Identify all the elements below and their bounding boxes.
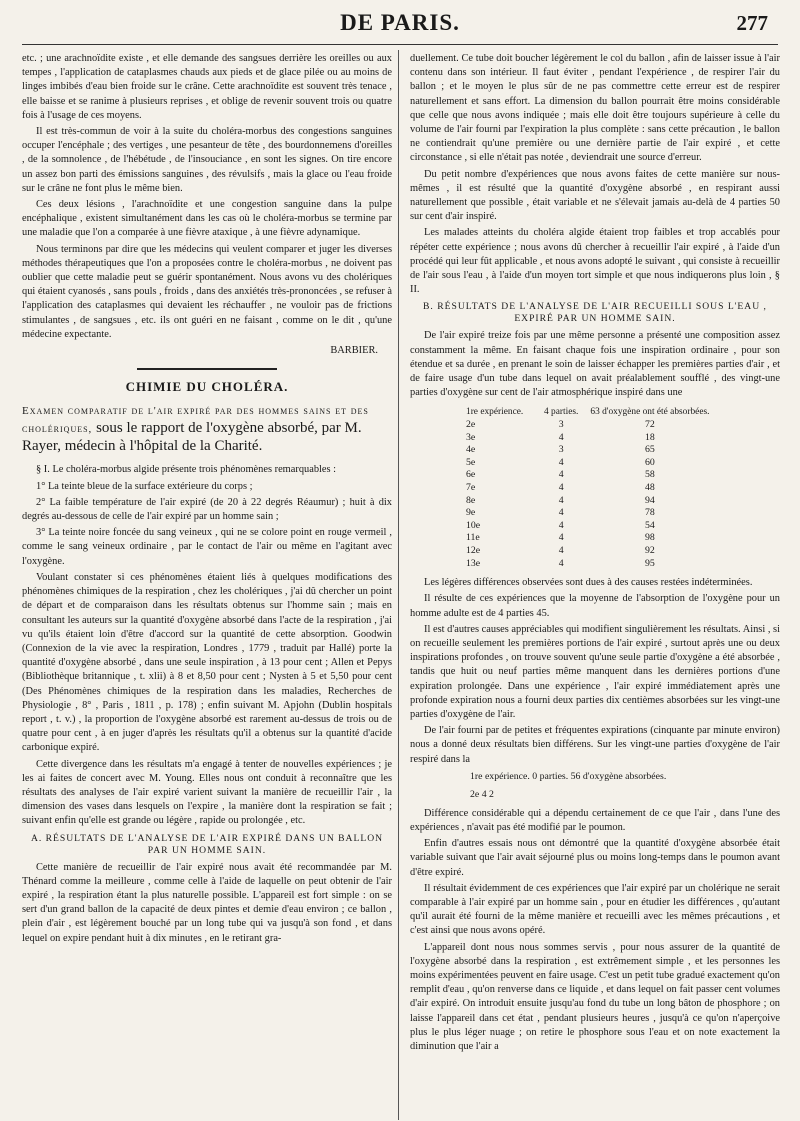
paragraph: etc. ; une arachnoïdite existe , et elle demande des sangsues derrière les oreilles ou aux tempes , l'application de cataplasmes chauds aux pieds et de glace pilée ou au moins de linges imbibés d'eau bien froide sur le crâne. Cette arachnoïdite est souvent très tenace , elle baisse et se ranime à plusieurs reprises , et oblige de revenir souvent trois ou quatre fois à l'usage de ces moyens. bbox=[22, 53, 392, 121]
paragraph: Voulant constater si ces phénomènes étaient liés à quelques modifications des phénomènes chimiques de la respiration , chez les cholériques , j'ai dû chercher un point de départ et de comparaison dans les résultats obtenus sur l'homme sain ; mais en consultant les auteurs sur la quantité d'oxygène absorbé dans l'acte de la respiration , j'ai vu qu'ils étaient loin d'être d'accord sur la quantité de cette absorption. Goodwin (Connexion de la vie avec la respiration, Londres , 1779 , traduit par Hallé) porte la quantité d'oxygène absorbé , dans une seule inspiration , à 13 pour cent ; Allen et Pepys (Bibliothèque britannique , t. xlii) à 8 et 8,50 pour cent ; Nysten à 5 et 5,50 pour cent (Des Phénomènes chimiques de la respiration dans les maladies, Recherches de Physiologie , 8° , Paris , 1811 , p. 178) ; enfin suivant M. Apjohn (Dublin hospitals report , t. v.) , la proportion de l'oxygène absorbé est rarement au-dessus de trois ou de quatre pour cent , à en juger d'après les résultats qu'il a obtenus sur la quantité d'acide carbonique expiré. bbox=[22, 571, 392, 754]
table-cell: 4 bbox=[558, 545, 564, 556]
table-cell: 98 bbox=[645, 532, 655, 544]
result-line: 1re expérience. 0 parties. 56 d'oxygène absorbées. bbox=[470, 770, 667, 782]
paragraph: Les malades atteints du choléra algide étaient trop faibles et trop accablés pour répéter cette expérience ; nous avons dû chercher à recueillir l'air expiré , à l'aide d'un procédé qui leur fût applicable , et nous avons adopté le suivant , qui consiste à recueillir de l'air sous l'eau , à l'aide d'un moyen tort simple et que nous indiquerons plus loin , § II. bbox=[410, 227, 780, 296]
table-cell: 8e bbox=[466, 494, 476, 506]
paragraph: § I. Le choléra-morbus algide présente trois phénomènes remarquables : bbox=[36, 464, 337, 476]
table-cell: 4 bbox=[558, 482, 564, 494]
list-item: 3° La teinte noire foncée du sang veineux , qui ne se colore point en rouge vermeil , comme le sang veineux ordinaire , par le contact de l'air ou même en l'agitant avec l'oxygène. bbox=[22, 527, 392, 567]
running-title: DE PARIS. bbox=[340, 10, 460, 35]
table-cell: 4 bbox=[558, 469, 564, 481]
paragraph: Nous terminons par dire que les médecins qui veulent comparer et juger les diverses méthodes thérapeutiques que l'on a proposées contre le choléra-morbus , ne doivent pas oublier que cette maladie peut se guérir spontanément. Nous avons vu des cholériques qui étaient cyanosés , sans pouls , froids , dans des anxiétés très-prononcées , se refuser à l'application des cataplasmes qui devaient les réchauffer , ne vouloir pas de frictions stimulantes , de sangsues , etc. ils ont guéri en ne faisant , comme on le dit , qu'une médecine expectante. bbox=[22, 243, 392, 340]
subheading-b: B. RÉSULTATS DE L'ANALYSE DE L'AIR RECUEILLI SOUS L'EAU , EXPIRÉ PAR UN HOMME SAIN. bbox=[423, 301, 767, 325]
table-row bbox=[460, 495, 715, 508]
paragraph: Enfin d'autres essais nous ont démontré que la quantité d'oxygène absorbée était variable suivant que l'air avait séjourné plus ou moins long-temps dans le poumon avant d'être expiré. bbox=[410, 838, 780, 878]
table-cell: 4 bbox=[558, 431, 564, 443]
subheading-a: A. RÉSULTATS DE L'ANALYSE DE L'AIR EXPIRÉ DANS UN BALLON PAR UN HOMME SAIN. bbox=[30, 832, 384, 856]
paragraph: Du petit nombre d'expériences que nous avons faites de cette manière sur nous-mêmes , il est résulté que la quantité d'oxygène absorbé , en respirant aussi naturellement que possible , était variable et ne s'élevait jamais au-delà de 4 parties 50 sur cent d'air inspiré. bbox=[410, 168, 780, 223]
table-cell: 1re expérience. bbox=[466, 407, 524, 418]
paragraph: Il résultait évidemment de ces expériences que l'air expiré par un cholérique ne serait comparable à l'air expiré par un homme sain , pour en étudier les différences , qu'autant qu'il aurait été fourni de la même manière et recueilli avec les mêmes précautions , et c'est ainsi que nous avons opéré. bbox=[410, 882, 780, 937]
table-cell: 63 d'oxygène ont été absorbées. bbox=[590, 407, 710, 418]
column-divider bbox=[398, 50, 399, 1120]
paragraph: Il résulte de ces expériences que la moyenne de l'absorption de l'oxygène pour un homme adulte est de 4 parties 45. bbox=[410, 593, 780, 619]
table-row bbox=[460, 558, 715, 571]
table-row bbox=[460, 419, 715, 432]
section-rule bbox=[137, 368, 277, 370]
table-cell: 7e bbox=[466, 482, 476, 494]
list-item: 1° La teinte bleue de la surface extérieure du corps ; bbox=[36, 480, 253, 492]
table-cell: 4 bbox=[558, 456, 564, 468]
table-row bbox=[460, 469, 715, 482]
table-cell: 4e bbox=[466, 444, 476, 456]
list-item: 2° La faible température de l'air expiré (de 20 à 22 degrés Réaumur) ; huit à dix degrés au-dessous de celle de l'air expiré par un homme sain ; bbox=[22, 496, 392, 523]
table-cell: 92 bbox=[645, 545, 655, 556]
paragraph: Cette manière de recueillir de l'air expiré nous avait été recommandée par M. Thénard comme la meilleure , comme celle à l'aide de laquelle on peut obtenir de l'air expiré , la respiration étant la plus naturelle possible. L'appareil est fort simple : on se sert d'un grand ballon de la capacité de deux pintes et demie d'eau environ ; ce ballon , plein d'air , est légèrement bouché par un long tube qui va jusqu'à son fond , et dans lequel on expire pendant huit à dix minutes , en le retirant gra- bbox=[22, 861, 392, 944]
result-line: 2e 4 2 bbox=[470, 788, 494, 800]
table-cell: 3 bbox=[558, 419, 564, 431]
paragraph: L'appareil dont nous nous sommes servis , pour nous assurer de la quantité de l'oxygène absorbé dans la respiration , est extrêmement simple , et les personnes les moins expérimentées peuvent en faire usage. C'est un petit tube gradué exactement qu'on remplit d'eau , qu'on renverse dans ce liquide , et dans lequel on fait passer cent volumes d'air expiré. On introduit ensuite jusqu'au fond du tube un long bâton de phosphore ; on laisse l'appareil dans cet état , pendant plusieurs heures , jusqu'à ce qu'on n'aperçoive plus le plus léger nuage ; on retire le phosphore sous l'eau et on note exactement la diminution que l'air a bbox=[410, 941, 780, 1053]
header-rule bbox=[22, 44, 778, 45]
table-cell: 48 bbox=[645, 482, 655, 494]
article-heading-smallcaps: Examen comparatif de l'air expiré par des hommes sains et des cholériques, bbox=[22, 405, 369, 436]
table-cell: 10e bbox=[466, 519, 481, 531]
paragraph: De l'air fourni par de petites et fréquentes expirations (cinquante par minute environ) nous a donné deux résultats bien différens. Sur les vingt-une parties d'oxygène de l'air respiré dans la bbox=[410, 725, 780, 765]
paragraph: Différence considérable qui a dépendu certainement de ce que l'air , dans l'une des expériences , n'avait pas été modifié par le poumon. bbox=[410, 807, 780, 834]
paragraph: Ces deux lésions , l'arachnoïdite et une congestion sanguine dans la pulpe encéphalique , existent simultanément dans les cas où le choléra-morbus se termine par une maladie que l'on a comparée à une fièvre ataxique , à une fièvre adynamique. bbox=[22, 199, 392, 239]
table-cell: 3e bbox=[466, 431, 476, 443]
table-row bbox=[460, 444, 715, 457]
table-row bbox=[460, 482, 715, 495]
table-cell: 95 bbox=[645, 557, 655, 569]
page-number: 277 bbox=[736, 11, 768, 35]
paragraph: Il est très-commun de voir à la suite du choléra-morbus des congestions sanguines occuper l'encéphale ; des vertiges , une pesanteur de tête , des bourdonnemens d'oreilles , de la somnolence , de l'hébétude , de l'insouciance , en sont les signes. On tire encore un assez bon parti des émissions sanguines , des révulsifs , mais la glace ou l'eau froide sur le crâne ne font plus le même bien. bbox=[22, 126, 392, 194]
table-cell: 3 bbox=[558, 444, 564, 456]
table-cell: 12e bbox=[466, 545, 481, 556]
section-title: CHIMIE DU CHOLÉRA. bbox=[125, 379, 289, 395]
table-cell: 4 bbox=[558, 519, 564, 531]
paragraph: De l'air expiré treize fois par une même personne a présenté une composition assez constamment la même. En faisant chaque fois une inspiration ordinaire , pour son étendue et sa durée , en prenant le soin de laisser échapper les premières parties d'air , et de faire usage d'un tube dans lequel on avait préalablement soufflé , des vingt-une parties d'oxygène sur cent de l'air atmosphérique inspiré dans une bbox=[410, 330, 780, 399]
table-cell: 4 bbox=[558, 557, 564, 569]
table-row bbox=[460, 520, 715, 533]
table-cell: 54 bbox=[645, 519, 655, 531]
table-row bbox=[460, 532, 715, 545]
author-signature: BARBIER. bbox=[330, 345, 378, 357]
table-cell: 11e bbox=[466, 532, 480, 544]
table-cell: 78 bbox=[645, 507, 655, 519]
table-cell: 4 bbox=[558, 494, 564, 506]
table-cell: 60 bbox=[645, 456, 655, 468]
table-row bbox=[460, 457, 715, 470]
left-column bbox=[22, 52, 392, 948]
page-header bbox=[0, 0, 800, 40]
article-heading bbox=[22, 402, 392, 455]
paragraph: duellement. Ce tube doit boucher légèrement le col du ballon , afin de laisser issue à l'air contenu dans son intérieur. Il faut éviter , pendant l'expérience , de respirer l'air du ballon ; et le moyen le plus sûr de ne pas commettre cette erreur est de respirer naturellement et sans effort. La dimension du ballon pourrait être moins considérable que celle que nous avons indiquée ; mais elle doit être toujours supérieure à celle du volume de l'air fourni par l'expiration la plus complète : sans cette précaution , le ballon ne contiendrait qu'une première ou une dernière partie de l'air expiré , et cette circonstance , si elle n'était pas notée , deviendrait une source d'erreur. bbox=[410, 53, 780, 164]
table-cell: 13e bbox=[466, 557, 481, 569]
table-cell: 2e bbox=[466, 419, 476, 431]
table-cell: 4 bbox=[558, 507, 564, 519]
article-heading-rest: sous le rapport de l'oxygène absorbé, par M. Rayer, médecin à l'hôpital de la Charité. bbox=[22, 420, 362, 455]
paragraph: Les légères différences observées sont dues à des causes restées indéterminées. bbox=[424, 577, 753, 589]
table-row bbox=[460, 406, 715, 419]
table-row bbox=[460, 507, 715, 520]
table-cell: 65 bbox=[645, 444, 655, 456]
table-cell: 72 bbox=[645, 419, 655, 431]
experiment-table bbox=[460, 406, 715, 570]
table-cell: 18 bbox=[645, 431, 655, 443]
table-cell: 94 bbox=[645, 494, 655, 506]
table-cell: 4 bbox=[558, 532, 564, 544]
paragraph: Cette divergence dans les résultats m'a engagé à tenter de nouvelles expériences ; je les ai faites de concert avec M. Young. Elles nous ont conduit à reconnaître que les résultats des analyses de l'air expiré varient suivant la manière de recueillir l'air , la dimension des vases dans lesquels on l'expire , la manière dont la respiration se fait ; suivant enfin qu'elle est grande ou légère , rapide ou prolongée , etc. bbox=[22, 758, 392, 827]
paragraph: Il est d'autres causes appréciables qui modifient singulièrement les résultats. Ainsi , si on recueille seulement les premières portions de l'air expiré , surtout après une ou deux inspirations profondes , on trouve souvent qu'une seule partie d'oxygène a été absorbée , tandis que huit ou neuf parties même manquent dans les dernières portions d'une expiration prolongée. Dans une expérience , l'air expiré immédiatement après une profonde expiration nous a fourni deux parties dix centièmes absorbées sur les vingt-une parties d'oxygène de l'air. bbox=[410, 623, 780, 721]
table-cell: 5e bbox=[466, 456, 476, 468]
table-cell: 9e bbox=[466, 507, 476, 519]
table-row bbox=[460, 432, 715, 445]
right-column bbox=[410, 52, 780, 1056]
table-row bbox=[460, 545, 715, 558]
table-cell: 58 bbox=[645, 469, 655, 481]
table-cell: 4 parties. bbox=[544, 407, 579, 418]
table-cell: 6e bbox=[466, 469, 476, 481]
